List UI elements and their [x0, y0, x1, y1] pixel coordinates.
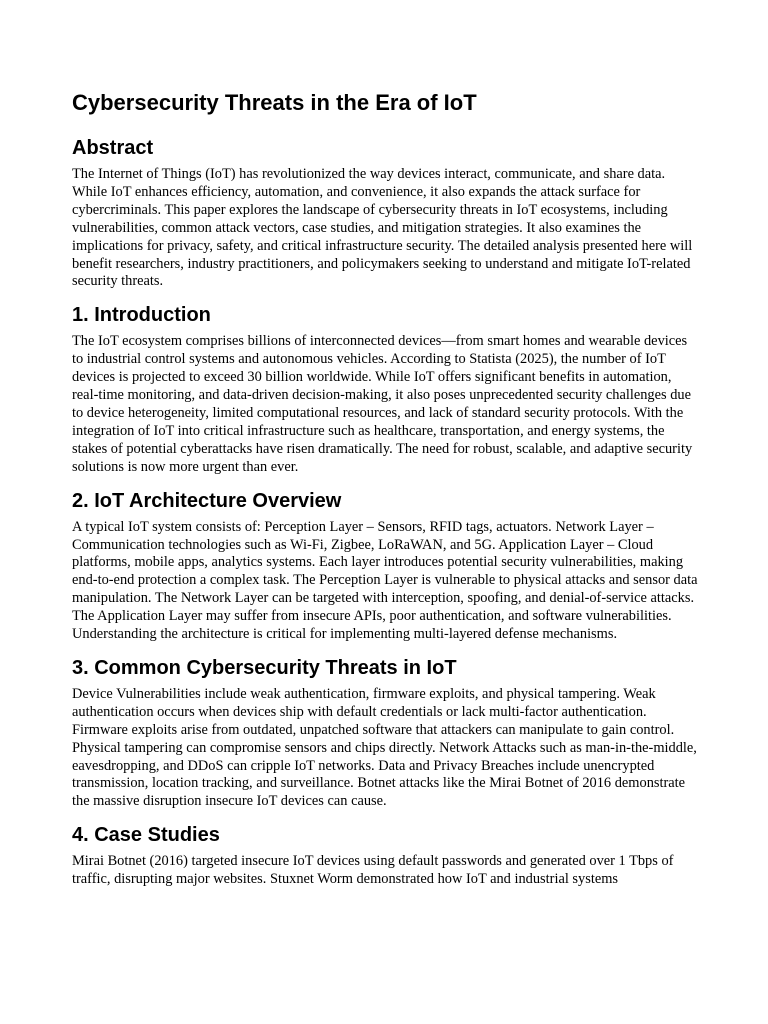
section-heading-threats: 3. Common Cybersecurity Threats in IoT: [72, 656, 457, 679]
section-body-threats: Device Vulnerabilities include weak authentication, firmware exploits, and physical tampering. Weak authentication occurs when devices ship with default credentials or lack multi-factor authentication. Firmware exploits arise from outdated, unpatched software that attackers can manipulate to gain control. Physical tampering can compromise sensors and chips directly. Network Attacks such as man-in-the-middle, eavesdropping, and DDoS can cripple IoT networks. Data and Privacy Breaches include unencrypted transmission, location tracking, and surveillance. Botnet attacks like the Mirai Botnet of 2016 demonstrate the massive disruption insecure IoT devices can cause.: [72, 685, 697, 810]
section-body-introduction: The IoT ecosystem comprises billions of interconnected devices—from smart homes and wearable devices to industrial control systems and autonomous vehicles. According to Statista (2025), the number of IoT devices is projected to exceed 30 billion worldwide. While IoT offers significant benefits in automation, real-time monitoring, and data-driven decision-making, it also poses unprecedented security challenges due to device heterogeneity, limited computational resources, and lack of standard security protocols. With the integration of IoT into critical infrastructure such as healthcare, transportation, and energy systems, the stakes of potential cyberattacks have risen dramatically. The need for robust, scalable, and adaptive security solutions is now more urgent than ever.: [72, 333, 693, 475]
document-title: Cybersecurity Threats in the Era of IoT: [72, 90, 477, 115]
section-body-architecture: A typical IoT system consists of: Perception Layer – Sensors, RFID tags, actuators. Network Layer – Communication technologies such as Wi-Fi, Zigbee, LoRaWAN, and 5G. Application Layer – Cloud platforms, mobile apps, analytics systems. Each layer introduces potential security vulnerabilities, making end-to-end protection a complex task. The Perception Layer is vulnerable to physical attacks and sensor data manipulation. The Network Layer can be targeted with interception, spoofing, and denial-of-service attacks. The Application Layer may suffer from insecure APIs, poor authentication, and software vulnerabilities. Understanding the architecture is critical for implementing multi-layered defense mechanisms.: [72, 518, 698, 643]
section-heading-case-studies: 4. Case Studies: [72, 824, 220, 847]
section-body-case-studies: Mirai Botnet (2016) targeted insecure IoT devices using default passwords and generated over 1 Tbps of traffic, disrupting major websites. Stuxnet Worm demonstrated how IoT and industrial systems: [72, 853, 674, 888]
section-body-abstract: The Internet of Things (IoT) has revolutionized the way devices interact, communicate, and share data. While IoT enhances efficiency, automation, and convenience, it also expands the attack surface for cybercriminals. This paper explores the landscape of cybersecurity threats in IoT ecosystems, including vulnerabilities, common attack vectors, case studies, and mitigation strategies. It also examines the implications for privacy, safety, and critical infrastructure security. The detailed analysis presented here will benefit researchers, industry practitioners, and policymakers seeking to understand and mitigate IoT-related security threats.: [72, 166, 693, 290]
section-heading-introduction: 1. Introduction: [72, 304, 211, 327]
section-heading-architecture: 2. IoT Architecture Overview: [72, 489, 342, 512]
document-page: [72, 0, 698, 889]
section-heading-abstract: Abstract: [72, 137, 154, 159]
